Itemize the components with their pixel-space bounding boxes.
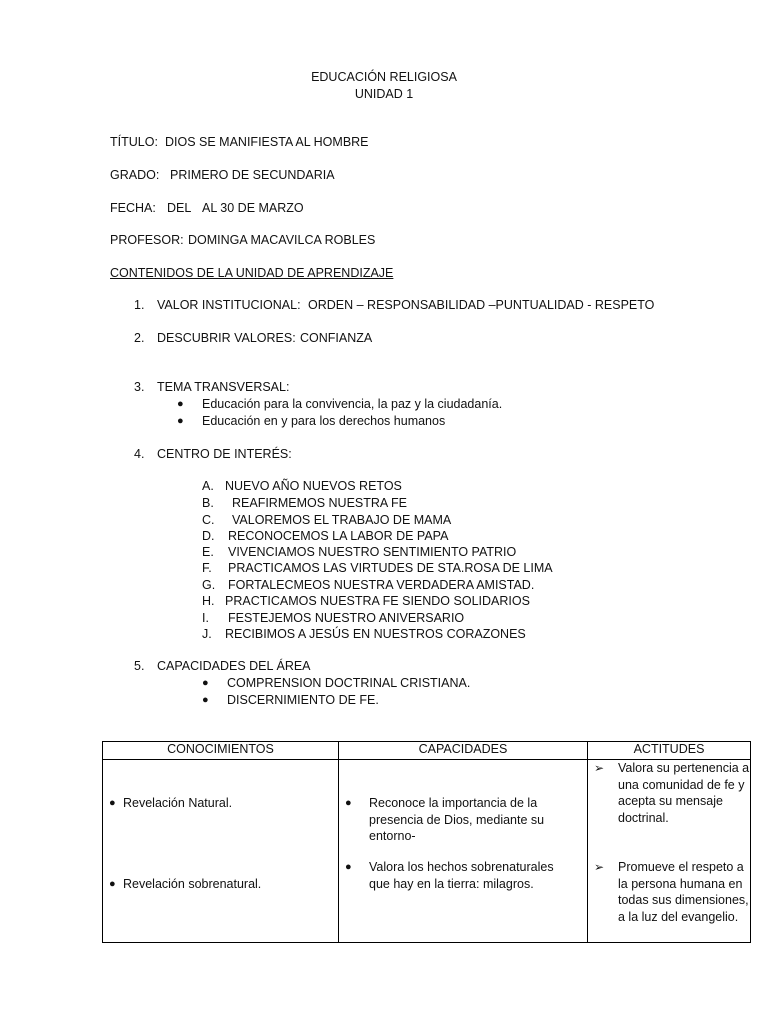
capacidad-item: Valora los hechos sobrenaturales que hay en la tierra: milagros. [369,860,554,891]
section-2-label: DESCUBRIR VALORES: [157,331,296,345]
fecha-value-start: DEL [167,201,192,215]
section-2-number: 2. [134,331,145,345]
interest-item: PRACTICAMOS LAS VIRTUDES DE STA.ROSA DE LIMA [228,561,553,575]
profesor-label: PROFESOR: [110,233,184,247]
titulo-label: TÍTULO: [110,135,158,149]
interest-item: FESTEJEMOS NUESTRO ANIVERSARIO [228,611,465,625]
capacidad-area-item: COMPRENSION DOCTRINAL CRISTIANA. [227,676,471,690]
actitud-item: Valora su pertenencia a una comunidad de fe y acepta su mensaje doctrinal. [618,761,750,825]
capacidades-cell [339,760,588,943]
interest-letter: I. [202,611,209,625]
interest-item: RECIBIMOS A JESÚS EN NUESTROS CORAZONES [225,627,526,641]
section-4-number: 4. [134,447,145,461]
header-capacidades: CAPACIDADES [339,742,588,760]
bullet-dot-icon: ● [177,398,184,410]
section-5-label: CAPACIDADES DEL ÁREA [157,659,311,673]
interest-item: RECONOCEMOS LA LABOR DE PAPA [228,529,449,543]
section-1-label: VALOR INSTITUCIONAL: [157,298,301,312]
header-actitudes: ACTITUDES [588,742,751,760]
interest-letter: F. [202,561,212,575]
interest-item: VALOREMOS EL TRABAJO DE MAMA [232,513,452,527]
interest-letter: E. [202,545,214,559]
bullet-dot-icon: ● [109,878,116,890]
actitud-item: Promueve el respeto a la persona humana en todas sus dimensiones, a la luz del evangelio. [618,860,749,924]
bullet-dot-icon: ● [202,694,209,706]
actitudes-cell [588,760,751,943]
interest-letter: J. [202,627,212,641]
capacidad-item: Reconoce la importancia de la presencia de Dios, mediante su entorno- [369,796,545,843]
section-4-label: CENTRO DE INTERÉS: [157,447,292,461]
section-1-value: ORDEN – RESPONSABILIDAD –PUNTUALIDAD - RESPETO [308,298,655,312]
interest-letter: C. [202,513,215,527]
interest-letter: H. [202,594,215,608]
bullet-dot-icon: ● [109,797,116,809]
fecha-value-end: AL 30 DE MARZO [202,201,304,215]
interest-item: PRACTICAMOS NUESTRA FE SIENDO SOLIDARIOS [225,594,530,608]
section-1-number: 1. [134,298,145,312]
interest-item: REAFIRMEMOS NUESTRA FE [232,496,408,510]
unit-label: UNIDAD 1 [354,87,414,101]
header-conocimientos: CONOCIMIENTOS [103,742,339,760]
conocimientos-cell [103,760,339,943]
fecha-label: FECHA: [110,201,156,215]
conocimiento-item: Revelación sobrenatural. [123,877,262,891]
section-3-number: 3. [134,380,145,394]
grado-label: GRADO: [110,168,160,182]
arrow-right-icon: ➢ [594,761,605,775]
bullet-dot-icon: ● [345,861,352,873]
bullet-dot-icon: ● [345,797,352,809]
competencias-table [102,741,751,943]
contents-heading: CONTENIDOS DE LA UNIDAD DE APRENDIZAJE [110,266,394,280]
transversal-item: Educación en y para los derechos humanos [202,414,446,428]
interest-letter: D. [202,529,215,543]
transversal-item: Educación para la convivencia, la paz y la ciudadanía. [202,397,503,411]
profesor-value: DOMINGA MACAVILCA ROBLES [188,233,376,247]
interest-item: VIVENCIAMOS NUESTRO SENTIMIENTO PATRIO [228,545,517,559]
interest-letter: B. [202,496,214,510]
conocimiento-item: Revelación Natural. [123,796,233,810]
bullet-dot-icon: ● [202,677,209,689]
document-title: EDUCACIÓN RELIGIOSA [311,70,457,84]
bullet-dot-icon: ● [177,415,184,427]
section-5-number: 5. [134,659,145,673]
capacidad-area-item: DISCERNIMIENTO DE FE. [227,693,379,707]
titulo-value: DIOS SE MANIFIESTA AL HOMBRE [165,135,369,149]
interest-letter: A. [202,479,214,493]
arrow-right-icon: ➢ [594,860,605,874]
interest-letter: G. [202,578,216,592]
interest-item: NUEVO AÑO NUEVOS RETOS [225,479,402,493]
grado-value: PRIMERO DE SECUNDARIA [170,168,335,182]
section-2-value: CONFIANZA [300,331,373,345]
section-3-label: TEMA TRANSVERSAL: [157,380,290,394]
interest-item: FORTALECMEOS NUESTRA VERDADERA AMISTAD. [228,578,535,592]
